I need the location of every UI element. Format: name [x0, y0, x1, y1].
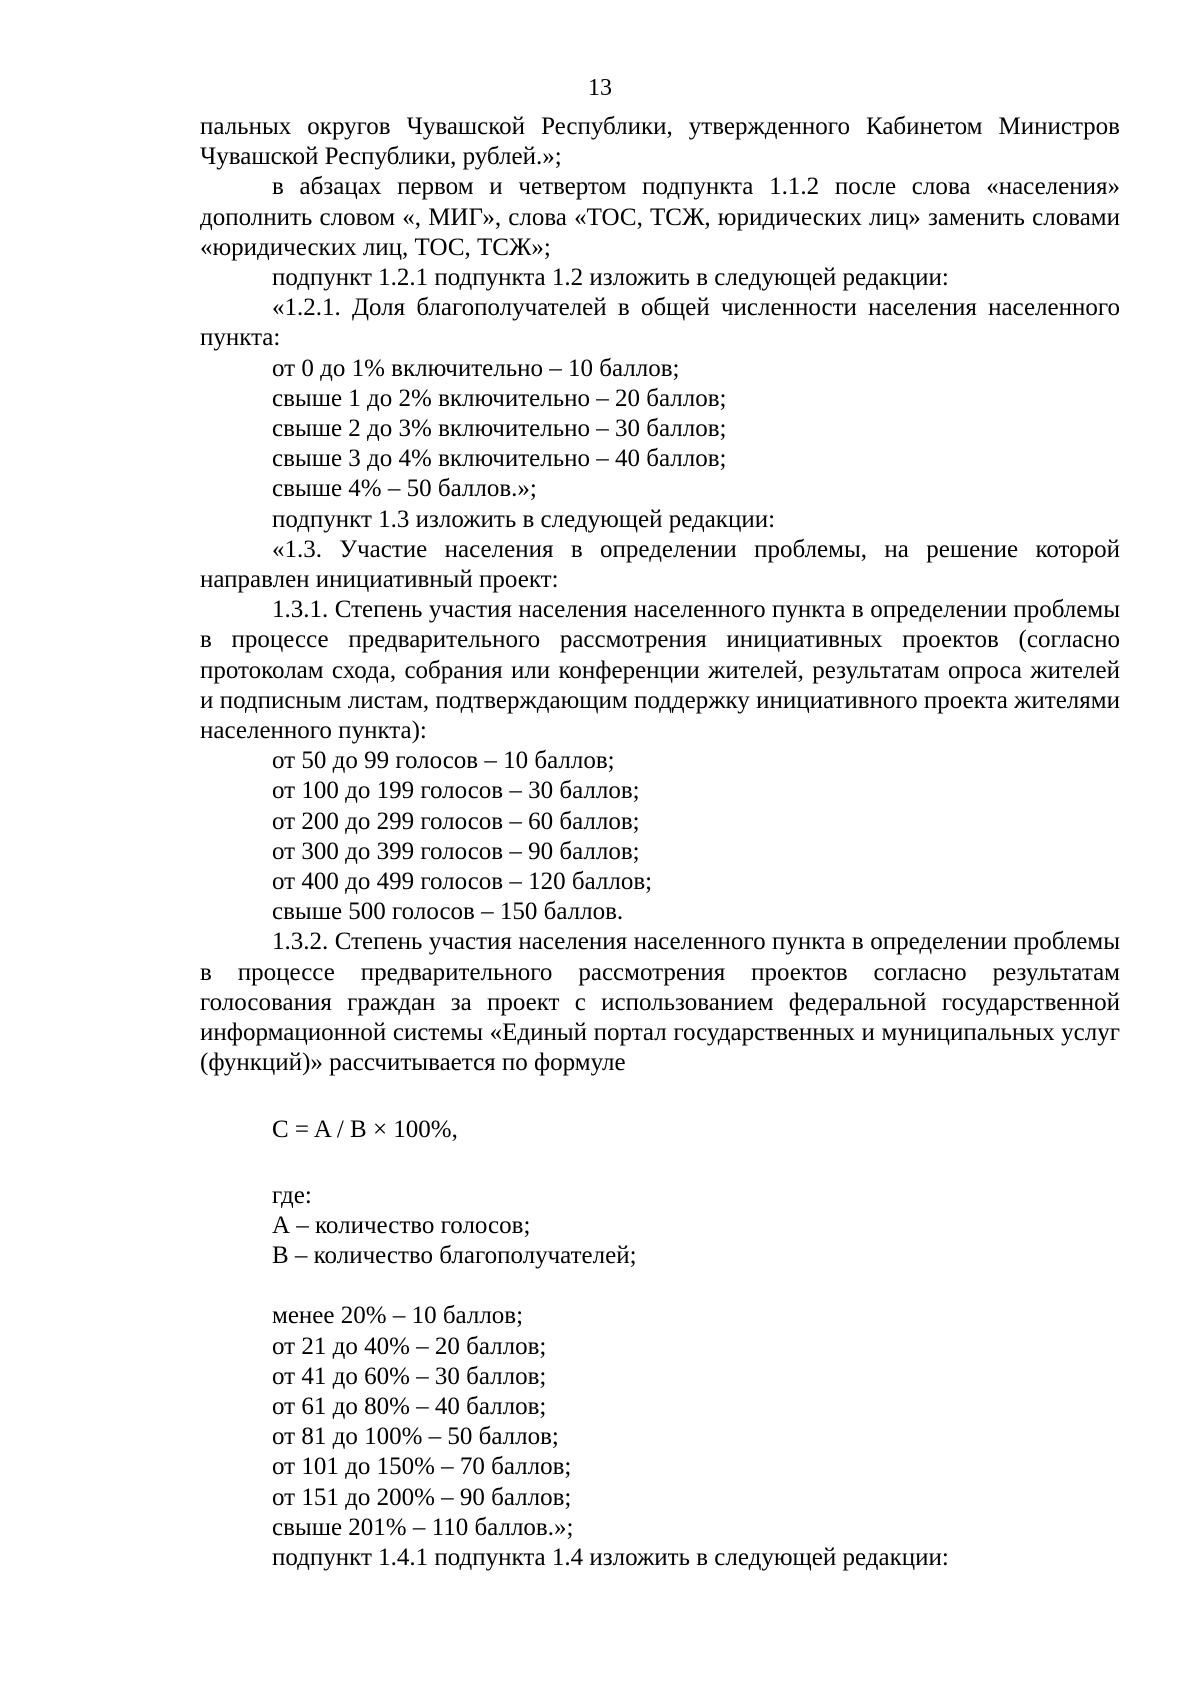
list-item: подпункт 1.3 изложить в следующей редакции:	[272, 505, 776, 533]
paragraph-1-3-1: 1.3.1. Степень участия населения населенного пункта в определении проблемы в процессе предварительного рассмотрения инициативных проектов (согласно протоколам схода, собрания или конференции жителей, результатам опроса жителей и подписным листам, подтверждающим поддержку инициативного проекта жителями населенного пункта):	[200, 596, 1120, 745]
beneficiaries-score-list	[200, 354, 1120, 535]
list-item: свыше 500 голосов – 150 баллов.	[272, 898, 624, 926]
list-item: свыше 3 до 4% включительно – 40 баллов;	[272, 445, 727, 473]
paragraph-1-3-2: 1.3.2. Степень участия населения населенного пункта в определении проблемы в процессе предварительного рассмотрения проектов согласно результатам голосования граждан за проект с использованием федеральной государственной информационной системы «Единый портал государственных и муниципальных услуг (функций)» рассчитывается по формуле	[200, 928, 1120, 1077]
list-item: от 0 до 1% включительно – 10 баллов;	[272, 354, 680, 382]
spacer	[200, 1079, 1120, 1115]
list-item: свыше 2 до 3% включительно – 30 баллов;	[272, 415, 727, 443]
page-number: 13	[588, 75, 612, 101]
list-item: от 300 до 399 голосов – 90 баллов;	[272, 837, 640, 865]
list-item: свыше 201% – 110 баллов.»;	[272, 1513, 574, 1541]
list-item: свыше 1 до 2% включительно – 20 баллов;	[272, 384, 727, 412]
document-body	[200, 112, 1120, 1573]
formula-legend	[200, 1181, 1120, 1272]
list-item: от 400 до 499 голосов – 120 баллов;	[272, 868, 653, 896]
list-item: от 200 до 299 голосов – 60 баллов;	[272, 807, 640, 835]
formula: C = A / B × 100%,	[272, 1115, 458, 1143]
list-item: подпункт 1.4.1 подпункта 1.4 изложить в следующей редакции:	[272, 1543, 949, 1571]
votes-score-list	[200, 746, 1120, 927]
list-item: от 50 до 99 голосов – 10 баллов;	[272, 747, 615, 775]
list-item: от 151 до 200% – 90 баллов;	[272, 1483, 572, 1511]
list-item: от 21 до 40% – 20 баллов;	[272, 1332, 547, 1360]
spacer	[200, 1145, 1120, 1181]
list-item: от 81 до 100% – 50 баллов;	[272, 1423, 559, 1451]
paragraph-amendment-1-1-2: в абзацах первом и четвертом подпункта 1.1.2 после слова «населения» дополнить словом «, МИГ», слова «ТОС, ТСЖ, юридических лиц» заменить словами «юридических лиц, ТОС, ТСЖ»;	[200, 173, 1120, 261]
list-item: свыше 4% – 50 баллов.»;	[272, 475, 537, 503]
list-item: менее 20% – 10 баллов;	[272, 1302, 524, 1330]
legend-item: А – количество голосов;	[272, 1211, 531, 1239]
paragraph-1-2-1: «1.2.1. Доля благополучателей в общей численности населения населенного пункта:	[200, 294, 1120, 352]
list-item: от 61 до 80% – 40 баллов;	[272, 1392, 547, 1420]
percentage-score-list	[200, 1301, 1120, 1573]
list-item: от 41 до 60% – 30 баллов;	[272, 1362, 547, 1390]
paragraph-continuation: пальных округов Чувашской Республики, утвержденного Кабинетом Министров Чувашской Республики, рублей.»;	[200, 113, 1120, 171]
spacer	[200, 1271, 1120, 1301]
list-item: от 101 до 150% – 70 баллов;	[272, 1453, 572, 1481]
paragraph-1-3: «1.3. Участие населения в определении проблемы, на решение которой направлен инициативный проект:	[200, 535, 1120, 594]
paragraph-subitem-1-2-1-intro: подпункт 1.2.1 подпункта 1.2 изложить в следующей редакции:	[272, 264, 949, 292]
legend-item: В – количество благополучателей;	[272, 1242, 637, 1270]
legend-heading: где:	[272, 1181, 312, 1209]
list-item: от 100 до 199 голосов – 30 баллов;	[272, 777, 640, 805]
